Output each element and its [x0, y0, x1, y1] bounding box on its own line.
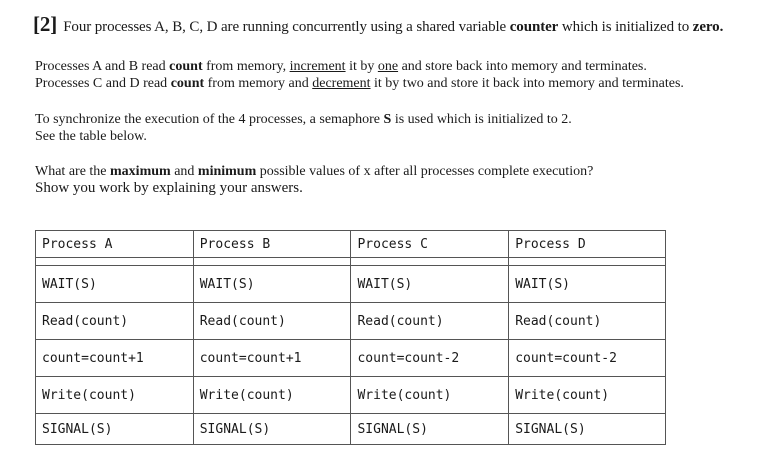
text: possible values of x after all processes complete execution?	[256, 164, 594, 179]
text: from memory and	[204, 76, 313, 91]
intro-text-2: which is initialized to	[558, 19, 693, 35]
table-cell: SIGNAL(S)	[193, 414, 351, 445]
text-bold: maximum	[110, 164, 171, 179]
intro-counter: counter	[509, 19, 559, 35]
table-row-signal	[36, 414, 666, 445]
paragraph-question	[35, 163, 593, 197]
header-process-b: Process B	[193, 231, 351, 258]
text-underlined: one	[377, 59, 399, 74]
table-cell: count=count+1	[36, 340, 194, 377]
process-table	[35, 230, 666, 445]
table-cell: WAIT(S)	[36, 266, 194, 303]
table-cell: SIGNAL(S)	[36, 414, 194, 445]
text: is used which is initialized to 2.	[391, 112, 572, 127]
table-cell: Read(count)	[351, 303, 509, 340]
intro-zero: zero.	[692, 19, 724, 35]
paragraph-processes	[35, 58, 684, 92]
header-process-d: Process D	[509, 231, 666, 258]
text: To synchronize the execution of the 4 processes, a semaphore	[35, 112, 384, 127]
table-cell: WAIT(S)	[351, 266, 509, 303]
text: What are the	[35, 164, 111, 179]
table-cell: Write(count)	[509, 377, 666, 414]
paragraph-semaphore	[35, 111, 572, 145]
gap-cell	[36, 258, 194, 266]
text: from memory,	[202, 59, 290, 74]
table-cell: Read(count)	[36, 303, 194, 340]
text-bold: count	[170, 76, 205, 91]
text: Processes A and B read	[35, 59, 170, 74]
header-process-a: Process A	[36, 231, 194, 258]
table-cell: SIGNAL(S)	[351, 414, 509, 445]
table-row-update	[36, 340, 666, 377]
table-cell: Write(count)	[36, 377, 194, 414]
table-cell: count=count-2	[351, 340, 509, 377]
table-row-write	[36, 377, 666, 414]
text: and store back into memory and terminates.	[398, 59, 647, 74]
text: it by two and store it back into memory and terminates.	[370, 76, 684, 91]
text: and	[170, 164, 198, 179]
table-cell: Write(count)	[193, 377, 351, 414]
text: Processes C and D read	[35, 76, 171, 91]
text-bold: minimum	[197, 164, 257, 179]
text-underlined: decrement	[312, 76, 371, 91]
question-heading	[33, 12, 723, 37]
table-cell: WAIT(S)	[193, 266, 351, 303]
table-cell: Write(count)	[351, 377, 509, 414]
gap-cell	[193, 258, 351, 266]
text-bold: count	[169, 59, 203, 74]
table-cell: WAIT(S)	[509, 266, 666, 303]
table-cell: Read(count)	[193, 303, 351, 340]
gap-cell	[351, 258, 509, 266]
paragraph-line	[35, 58, 684, 75]
paragraph-line	[35, 111, 572, 128]
text-underlined: increment	[289, 59, 346, 74]
paragraph-line: Show you work by explaining your answers.	[35, 180, 303, 196]
table-cell: count=count+1	[193, 340, 351, 377]
paragraph-line	[35, 75, 684, 92]
paragraph-line	[35, 163, 593, 180]
paragraph-line: See the table below.	[35, 129, 147, 144]
intro-text: Four processes A, B, C, D are running concurrently using a shared variable	[63, 19, 510, 35]
header-process-c: Process C	[351, 231, 509, 258]
question-number: [2]	[33, 12, 58, 36]
table-row-wait	[36, 266, 666, 303]
table-cell: count=count-2	[509, 340, 666, 377]
table-row-read	[36, 303, 666, 340]
gap-cell	[509, 258, 666, 266]
table-cell: SIGNAL(S)	[509, 414, 666, 445]
table-header-row	[36, 231, 666, 258]
table-gap-row	[36, 258, 666, 266]
text-bold: S	[383, 112, 392, 127]
table-cell: Read(count)	[509, 303, 666, 340]
text: it by	[345, 59, 378, 74]
